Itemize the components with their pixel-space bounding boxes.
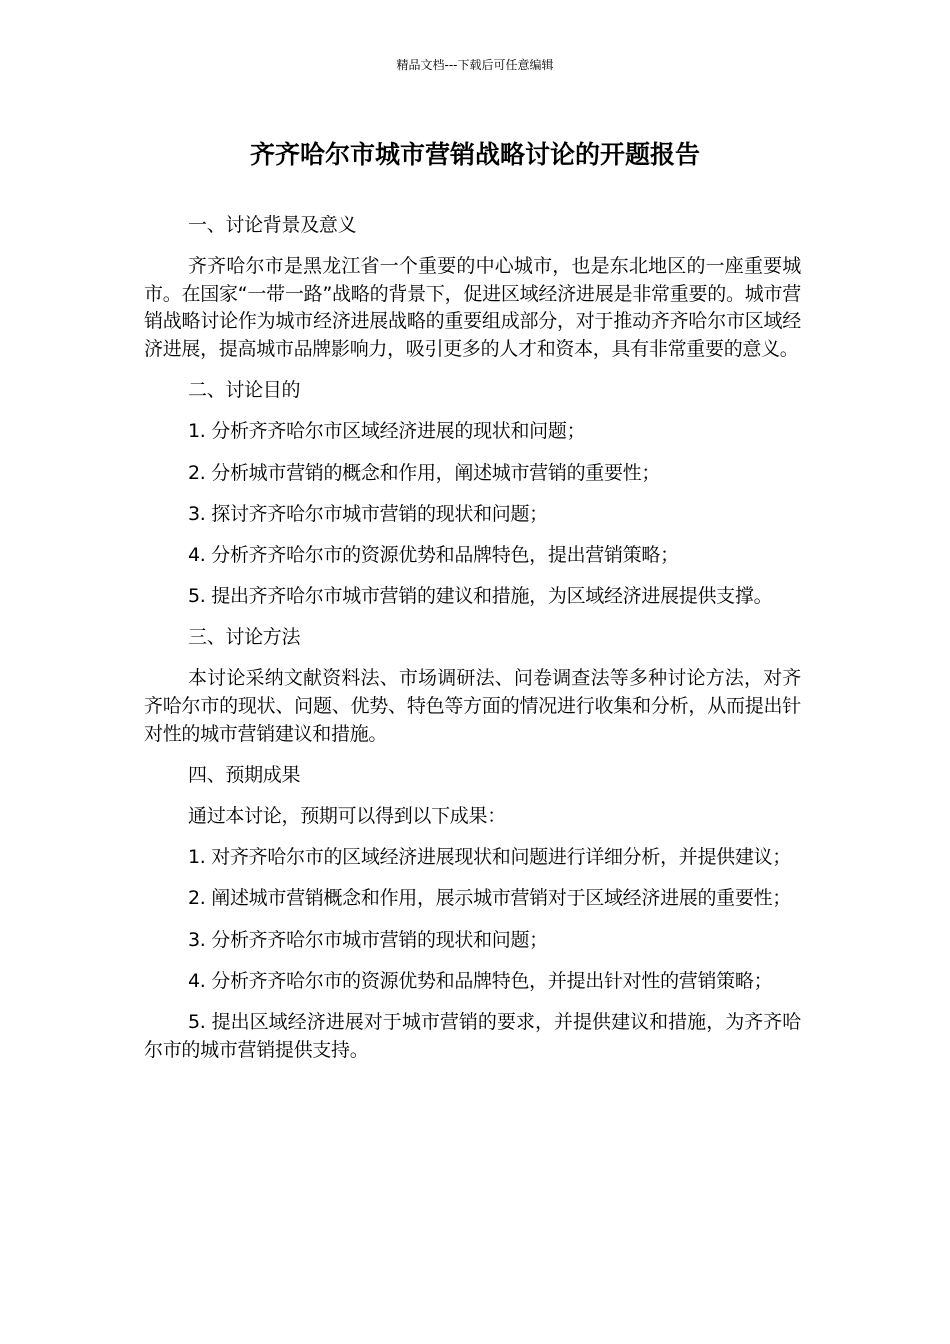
outcome-item: 5. 提出区域经济进展对于城市营销的要求，并提供建议和措施，为齐齐哈尔市的城市营销提供支持。 <box>144 1010 801 1061</box>
page-header-note: 精品文档---下载后可任意编辑 <box>396 58 554 72</box>
purpose-item: 5. 提出齐齐哈尔市城市营销的建议和措施，为区域经济进展提供支撑。 <box>188 585 773 608</box>
outcome-item: 1. 对齐齐哈尔市的区域经济进展现状和问题进行详细分析，并提供建议； <box>188 846 791 869</box>
outcomes-intro: 通过本讨论，预期可以得到以下成果： <box>188 805 506 828</box>
outcome-item: 3. 分析齐齐哈尔市城市营销的现状和问题； <box>188 928 548 951</box>
purpose-item: 3. 探讨齐齐哈尔市城市营销的现状和问题； <box>188 502 548 525</box>
section-heading-purpose: 二、讨论目的 <box>188 379 301 402</box>
document-body <box>144 212 801 1078</box>
purpose-item: 2. 分析城市营销的概念和作用，阐述城市营销的重要性； <box>188 461 661 484</box>
document-title: 齐齐哈尔市城市营销战略讨论的开题报告 <box>249 140 700 169</box>
outcome-item: 4. 分析齐齐哈尔市的资源优势和品牌特色，并提出针对性的营销策略； <box>188 969 773 992</box>
purpose-item: 1. 分析齐齐哈尔市区域经济进展的现状和问题； <box>188 420 586 443</box>
section-heading-outcomes: 四、预期成果 <box>188 763 301 786</box>
method-paragraph: 本讨论采纳文献资料法、市场调研法、问卷调查法等多种讨论方法，对齐齐哈尔市的现状、问题、优势、特色等方面的情况进行收集和分析，从而提出针对性的城市营销建议和措施。 <box>144 667 801 745</box>
background-paragraph: 齐齐哈尔市是黑龙江省一个重要的中心城市，也是东北地区的一座重要城市。在国家“一带一路”战略的背景下，促进区域经济进展是非常重要的。城市营销战略讨论作为城市经济进展战略的重要组成部分，对于推动齐齐哈尔市区域经济进展，提高城市品牌影响力，吸引更多的人才和资本，具有非常重要的意义。 <box>144 255 801 360</box>
outcome-item: 2. 阐述城市营销概念和作用，展示城市营销对于区域经济进展的重要性； <box>188 887 791 910</box>
section-heading-method: 三、讨论方法 <box>188 626 301 649</box>
purpose-item: 4. 分析齐齐哈尔市的资源优势和品牌特色，提出营销策略； <box>188 543 679 566</box>
section-heading-background: 一、讨论背景及意义 <box>188 214 357 236</box>
